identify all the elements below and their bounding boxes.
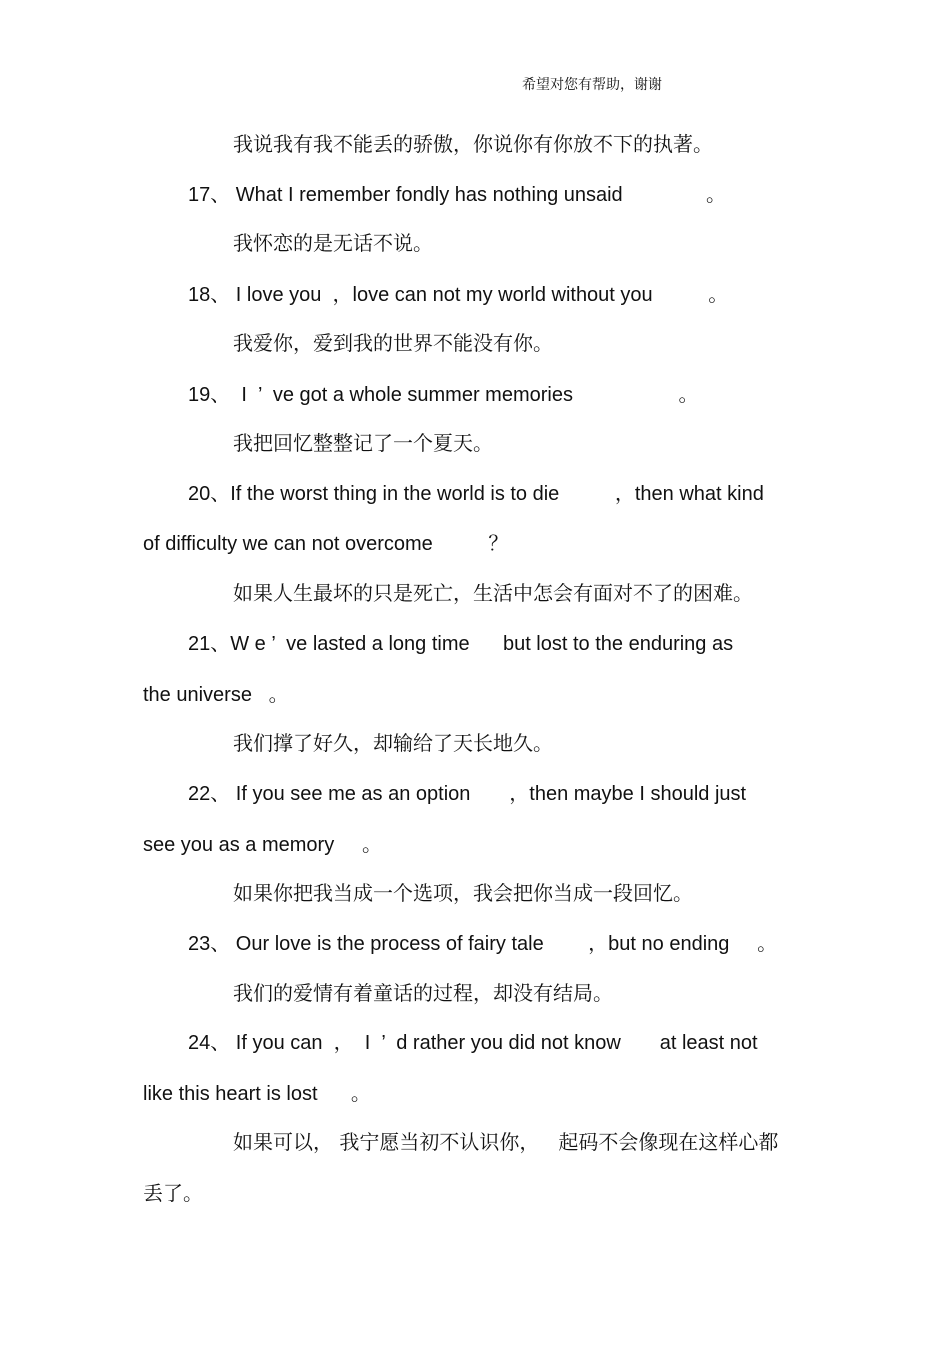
page-header: 希望对您有帮助，谢谢: [522, 77, 662, 93]
quote-line: 21、W e ’ ve lasted a long time but lost to the enduring as: [188, 633, 734, 655]
quote-line: the universe 。: [143, 684, 289, 706]
translation-line: 如果你把我当成一个选项，我会把你当成一段回忆。: [233, 881, 693, 905]
translation-line: 我们的爱情有着童话的过程，却没有结局。: [233, 981, 613, 1005]
quote-line: 24、 If you can ， I ’ d rather you did not know at least not: [188, 1032, 758, 1054]
quote-line: of difficulty we can not overcome ？: [143, 533, 509, 555]
translation-line: 我爱你，爱到我的世界不能没有你。: [233, 331, 553, 355]
translation-line: 丢了。: [143, 1181, 203, 1205]
quote-line: 18、 I love you ，love can not my world without you 。: [188, 284, 729, 306]
translation-line: 我怀恋的是无话不说。: [233, 231, 433, 255]
translation-line: 我把回忆整整记了一个夏天。: [233, 431, 493, 455]
translation-line: 我们撑了好久，却输给了天长地久。: [233, 731, 553, 755]
translation-line: 如果人生最坏的只是死亡，生活中怎会有面对不了的困难。: [233, 581, 753, 605]
quote-line: 23、 Our love is the process of fairy tale ，but no ending 。: [188, 933, 778, 955]
quote-line: like this heart is lost 。: [143, 1083, 371, 1105]
quote-line: 19、 I ’ ve got a whole summer memories 。: [188, 384, 699, 406]
quote-line: 20、If the worst thing in the world is to die ，then what kind: [188, 483, 764, 505]
translation-line: 如果可以， 我宁愿当初不认识你， 起码不会像现在这样心都: [233, 1130, 779, 1154]
quote-line: 17、 What I remember fondly has nothing unsaid 。: [188, 184, 727, 206]
quote-line: see you as a memory 。: [143, 834, 382, 856]
quote-line: 22、 If you see me as an option ，then maybe I should just: [188, 783, 747, 805]
translation-line: 我说我有我不能丢的骄傲，你说你有你放不下的执著。: [233, 132, 713, 156]
